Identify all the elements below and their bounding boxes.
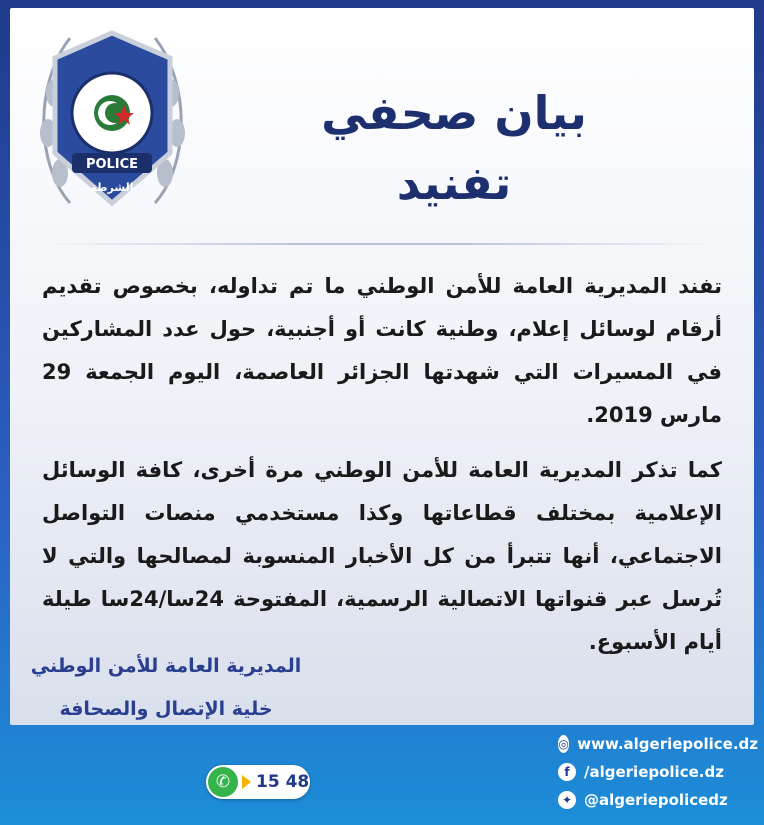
divider	[40, 243, 720, 245]
twitter-text: @algeriepolicedz	[584, 791, 728, 809]
title-line-1: بيان صحفي	[321, 86, 587, 140]
signature-cell: خلية الإتصال والصحافة	[59, 698, 273, 720]
facebook-icon: f	[558, 763, 576, 781]
phone-icon: ✆	[208, 767, 238, 797]
arrow-icon	[242, 775, 251, 789]
paragraph-1: تفند المديرية العامة للأمن الوطني ما تم تداوله، بخصوص تقديم أرقام لوسائل إعلام، وطنية كانت أو أجنبية، حول عدد المشاركين في المسيرات التي شهدتها الجزائر العاصمة، اليوم الجمعة 29 مارس 2019.	[42, 274, 722, 427]
logo-police-text: POLICE	[85, 157, 139, 172]
paragraph-2: كما تذكر المديرية العامة للأمن الوطني مرة أخرى، كافة الوسائل الإعلامية بمختلف قطاعاتها وكذا مستخدمي منصات التواصل الاجتماعي، أنها تتبرأ من كل الأخبار المنسوبة لمصالحها والتي لا تُرسل عبر قنواتها الاتصالية الرسمية، المفتوحة 24سا/24سا طيلة أيام الأسبوع.	[42, 458, 722, 654]
hotline-badge[interactable]	[206, 765, 310, 799]
hotline-number: 15 48	[256, 772, 310, 792]
page-title	[304, 78, 604, 218]
title-line-2: تفنيد	[396, 156, 512, 210]
website-text: www.algeriepolice.dz	[577, 735, 758, 753]
website-link[interactable]	[558, 733, 758, 755]
signature-directorate: المديرية العامة للأمن الوطني	[30, 655, 302, 677]
facebook-text: /algeriepolice.dz	[584, 763, 724, 781]
twitter-link[interactable]	[558, 789, 758, 811]
logo-police-text-ar: الشرطة	[90, 181, 134, 194]
facebook-link[interactable]	[558, 761, 758, 783]
twitter-icon: ✦	[558, 791, 576, 809]
globe-icon: ◎	[558, 737, 569, 751]
police-badge-logo	[30, 13, 195, 223]
